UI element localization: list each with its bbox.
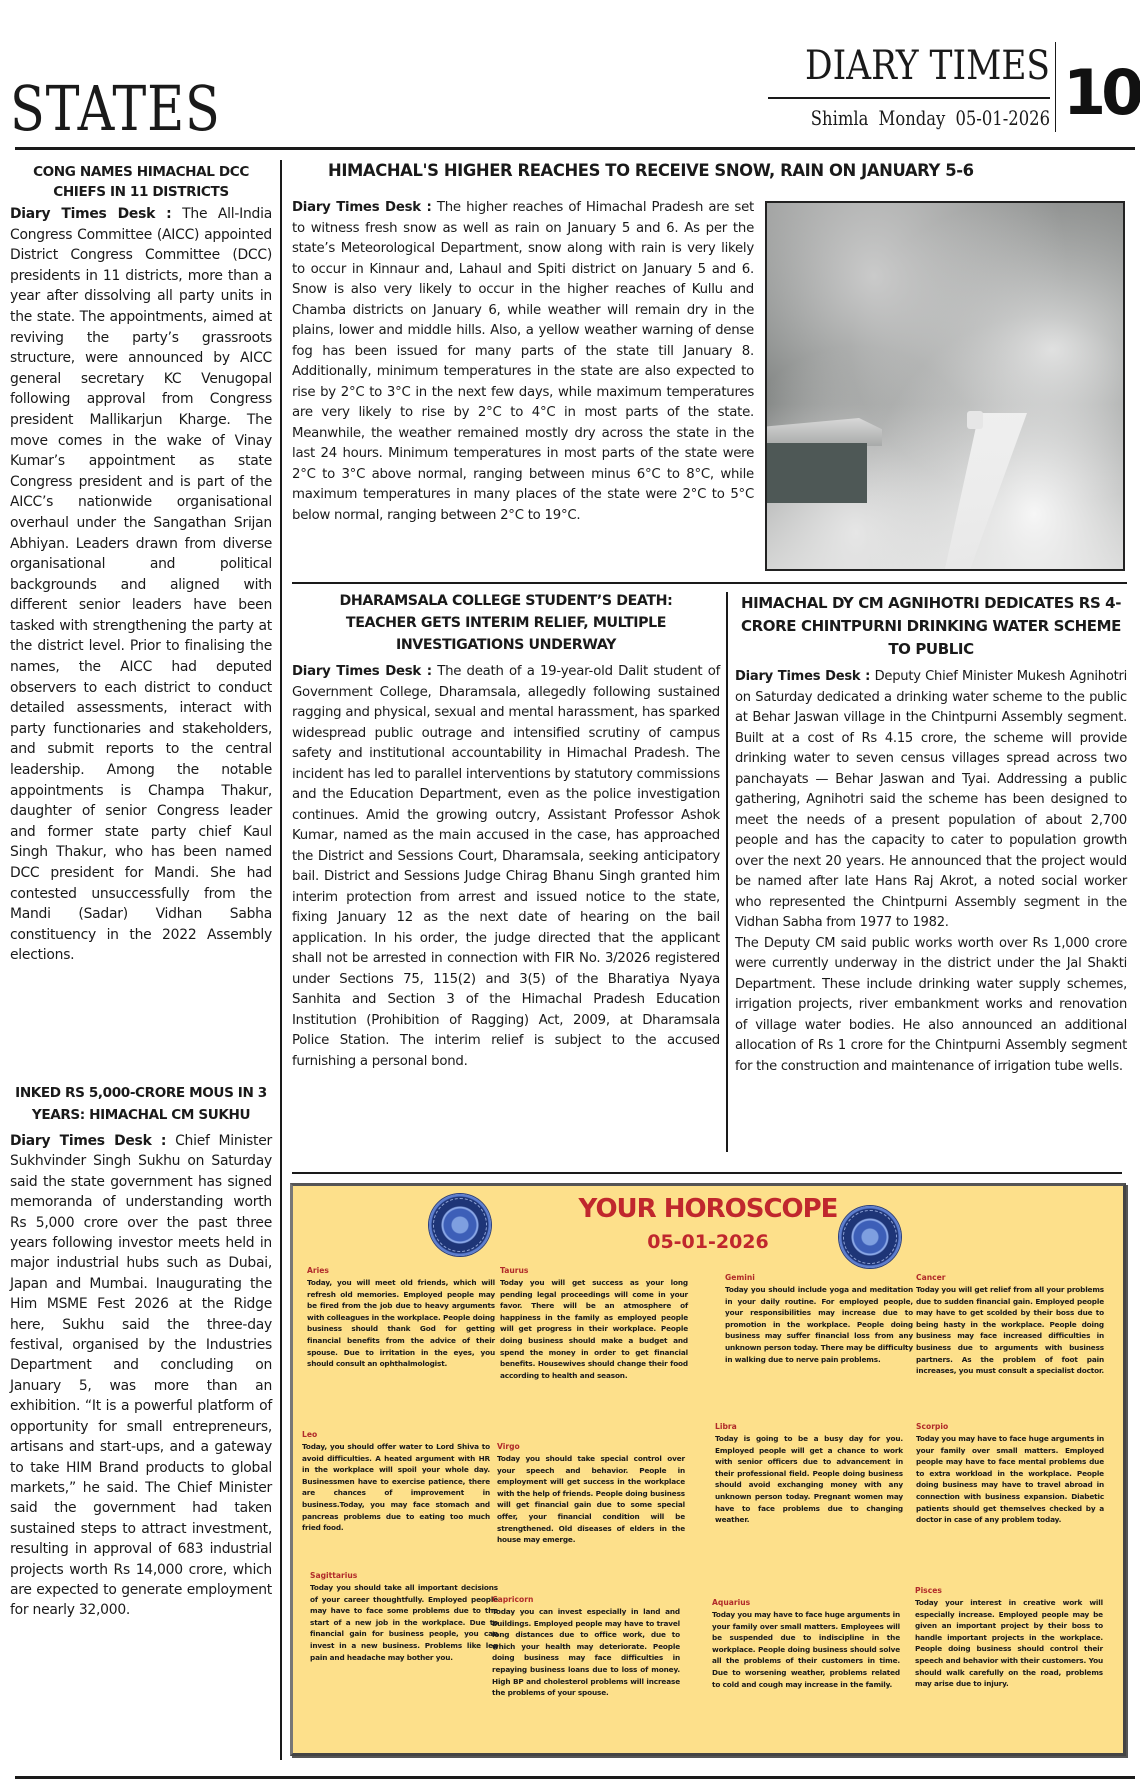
- article-headline: HIMACHAL DY CM AGNIHOTRI DEDICATES RS 4-CRORE CHINTPURNI DRINKING WATER SCHEME TO PUBLIC: [740, 594, 1122, 658]
- section-rule-lower: [292, 1172, 1122, 1174]
- photo-path-shape: [907, 413, 1027, 571]
- horoscope-sign-capricorn: [492, 1595, 680, 1699]
- article-headline: INKED RS 5,000-CRORE MOUS IN 3 YEARS: HIMACHAL CM SUKHU: [15, 1085, 267, 1123]
- article-text: The All-India Congress Committee (AICC) appointed District Congress Committee (DCC) presidents in 11 districts, more than a year after dissolving all party units in the state. The appointments, aimed at reviving the party’s grassroots structure, were announced by AICC general secretary KC Venugopal following approval from Congress president Mallikarjun Kharge. The move comes in the wake of Vinay Kumar’s appointment as state Congress president and is part of the AICC’s nationwide organisational overhaul under the Sangathan Srijan Abhiyan. Leaders drawn from diverse organisational and political backgrounds and aligned with different senior leaders have been tasked with strengthening the party at the district level. Prior to finalising the names, the AICC had deputed observers to each district to conduct detailed assessments, interact with party functionaries and stakeholders, and submit reports to the central leadership. Among the notable appointments is Champa Thakur, daughter of senior Congress leader and former state party chief Kaul Singh Thakur, who has been named DCC president for Mandi. She had contested unsuccessfully from the Mandi (Sadar) Vidhan Sabha constituency in the 2022 Assembly elections.: [10, 206, 272, 964]
- sign-name: Cancer: [916, 1273, 946, 1282]
- sign-name: Aquarius: [712, 1598, 751, 1607]
- article-headline: CONG NAMES HIMACHAL DCC CHIEFS IN 11 DISTRICTS: [33, 164, 249, 200]
- sign-text: Today your interest in creative work will especially increase. Employed people may be given an important project by their boss to handle important projects in the workplace. People doing business should control their speech and behavior with their customers. You should walk carefully on the road, problems may arise due to injury.: [915, 1598, 1103, 1689]
- sign-text: Today, you should offer water to Lord Shiva to avoid difficulties. A heated argument with HR in the workplace will spoil your whole day. Businessmen have to exercise patience, there are chances of improvement in business.Today, you may face stomach and pancreas problems due to eating too much fried food.: [302, 1442, 490, 1533]
- article-body: [735, 667, 1127, 1077]
- horoscope-sign-leo: [302, 1430, 490, 1534]
- section-rule-middle: [292, 582, 1127, 584]
- photo-roof-shape: [767, 418, 882, 446]
- article-text: The death of a 19-year-old Dalit student of Government College, Dharamsala, allegedly following sustained ragging and physical, sexual and mental harassment, has sparked widespread public outrage and intensified scrutiny of campus safety and institutional accountability in Himachal Pradesh. The incident has led to parallel interventions by statutory commissions and the Education Department, even as the police investigation continues. Amid the growing outcry, Assistant Professor Ashok Kumar, named as the main accused in the case, has approached the District and Sessions Court, Dharamsala, seeking anticipatory bail. District and Sessions Judge Chirag Bhanu Singh granted him interim protection from arrest and issued notice to the state, fixing January 12 as the next date of hearing on the bail application. In his order, the judge directed that the applicant shall not be arrested in connection with FIR No. 3/2026 registered under Sections 75, 115(2) and 3(5) of the Bharatiya Nyaya Sanhita and Section 3 of the Himachal Pradesh Education Institution (Prohibition of Ragging) Act, 2009, at Dharamsala Police Station. The interim relief is subject to the accused furnishing a personal bond.: [292, 664, 721, 1069]
- sign-text: Today, you will meet old friends, which will refresh old memories. Employed people may be fired from the job due to heavy arguments with colleagues in the workplace. People doing business should thank God for getting financial benefits from the advice of their spouse. Due to irritation in the eyes, you should consult an ophthalmologist.: [307, 1278, 495, 1369]
- horoscope-sign-taurus: [500, 1266, 688, 1381]
- horoscope-sign-libra: [715, 1422, 903, 1526]
- article-headline: DHARAMSALA COLLEGE STUDENT’S DEATH: TEACHER GETS INTERIM RELIEF, MULTIPLE INVESTIGATIONS UNDERWAY: [339, 593, 673, 653]
- sign-name: Sagittarius: [310, 1571, 358, 1580]
- page-number: 10: [1063, 56, 1140, 129]
- article-dateline: Diary Times Desk :: [292, 200, 432, 215]
- masthead-divider: [1055, 42, 1056, 132]
- column-divider-middle: [726, 592, 728, 1152]
- article-dharamsala-death: [292, 590, 720, 1072]
- article-text: The higher reaches of Himachal Pradesh are set to witness fresh snow as well as rain on January 5 and 6. As per the state’s Meteorological Department, snow along with rain is very likely to occur in Kinnaur and, Lahaul and Spiti district on January 5 and 6. Snow is also very likely to occur in the higher reaches of Kullu and Chamba districts on January 6, while weather will remain dry in the plains, lower and middle hills. Also, a yellow weather warning of dense fog has been issued for many parts of the state till January 8. Additionally, minimum temperatures in the state are also expected to rise by 2°C to 3°C in the next few days, while maximum temperatures are very likely to rise by 2°C to 4°C in most parts of the state. Meanwhile, the weather remained mostly dry across the state in the last 24 hours. Minimum temperatures in most parts of the state were 2°C to 3°C above normal, ranging between minus 6°C to 8°C, while maximum temperatures in many places of the state were 2°C to 5°C below normal, ranging between 2°C to 19°C.: [292, 200, 754, 523]
- sign-name: Taurus: [500, 1266, 529, 1275]
- article-body: [10, 204, 272, 966]
- photo-water-tank-shape: [967, 411, 983, 429]
- sign-text: Today you should include yoga and meditation in your daily routine. For employed people, your responsibilities may increase due to promotion in the workplace. People doing business may suffer financial loss from any unknown person today. There may be difficulty in walking due to nerve pain problems.: [725, 1285, 913, 1364]
- masthead-rule: [15, 147, 1135, 150]
- article-dateline: Diary Times Desk :: [10, 1133, 167, 1149]
- article-agnihotri-water-scheme: [735, 592, 1127, 1077]
- horoscope-sign-gemini: [725, 1273, 913, 1365]
- horoscope-sign-aquarius: [712, 1598, 900, 1690]
- sign-name: Virgo: [497, 1442, 520, 1451]
- article-dateline: Diary Times Desk :: [10, 206, 172, 222]
- horoscope-title: YOUR HOROSCOPE: [578, 1194, 838, 1224]
- article-text-paragraph-2: The Deputy CM said public works worth over Rs 1,000 crore were currently underway in the district under the Jal Shakti Department. These include drinking water supply schemes, irrigation projects, river embankment works and renovation of village water bodies. He also announced an additional allocation of Rs 1 crore for the Chintpurni Assembly segment for the construction and maintenance of irrigation tube wells.: [735, 935, 1127, 1074]
- sign-text: Today you will get relief from all your problems due to sudden financial gain. Employed people may have to get scolded by their boss due to being hasty in the workplace. People doing business may face increased difficulties in business due to arguments with business partners. As the problem of foot pain increases, you must consult a specialist doctor.: [916, 1285, 1105, 1376]
- article-body: [292, 198, 754, 526]
- horoscope-sign-aries: [307, 1266, 495, 1370]
- sign-name: Scorpio: [916, 1422, 949, 1431]
- article-mous: [10, 1082, 272, 1621]
- horoscope-box: [290, 1183, 1126, 1756]
- article-text: Deputy Chief Minister Mukesh Agnihotri on Saturday dedicated a drinking water scheme to the public at Behar Jaswan village in the Chintpurni Assembly segment. Built at a cost of Rs 4.15 crore, the scheme will provide drinking water to seven census villages spread across two panchayats — Behar Jaswan and Tyai. Addressing a public gathering, Agnihotri said the scheme has been designed to meet the needs of a present population of about 2,700 people and has the capacity to cater to population growth over the next 20 years. He announced that the project would be named after late Hans Raj Akrot, a noted social worker who represented the Chintpurni Assembly segment in the Vidhan Sabha from 1977 to 1982.: [735, 669, 1127, 930]
- article-body: [10, 1131, 272, 1621]
- sign-name: Capricorn: [492, 1595, 534, 1604]
- horoscope-sign-pisces: [915, 1586, 1103, 1690]
- horoscope-sign-virgo: [497, 1442, 685, 1546]
- sign-text: Today you may have to face huge arguments in your family over small matters. Employed people may have to face mental problems due to extra workload in the workplace. People doing business may have to travel abroad in connection with business expansion. Diabetic patients should get themselves checked by a doctor in case of any problem today.: [916, 1434, 1104, 1525]
- section-title: STATES: [10, 72, 221, 145]
- article-dcc-chiefs: [10, 162, 272, 966]
- edition-date-line: Shimla Monday 05-01-2026: [810, 106, 1050, 130]
- sign-text: Today you should take special control over your speech and behavior. People in employment will get success in the workplace with the help of friends. People doing business will get financial gain due to some special offer, your financial condition will be strengthened. Old diseases of elders in the house may emerge.: [497, 1454, 685, 1545]
- horoscope-sign-scorpio: [916, 1422, 1104, 1526]
- horoscope-sign-sagittarius: [310, 1571, 498, 1663]
- article-dateline: Diary Times Desk :: [292, 664, 432, 679]
- article-dateline: Diary Times Desk :: [735, 669, 871, 684]
- sign-text: Today you can invest especially in land and buildings. Employed people may have to travel long distances due to office work, due to which your health may deteriorate. People doing business may face difficulties in repaying business loans due to loss of money. High BP and cholesterol problems will increase the problems of your spouse.: [492, 1607, 680, 1698]
- sign-name: Libra: [715, 1422, 737, 1431]
- article-snow-forecast: [290, 160, 1130, 182]
- sign-text: Today you may have to face huge arguments in your family over small matters. Employees will be suspended due to indiscipline in the workplace. People doing business should solve all the problems of their customers in time. Due to worsening weather, problems related to cold and cough may increase in the family.: [712, 1610, 900, 1689]
- column-divider-left: [280, 160, 282, 1760]
- newspaper-name: DIARY TIMES: [805, 43, 1050, 89]
- article-headline: HIMACHAL'S HIGHER REACHES TO RECEIVE SNOW, RAIN ON JANUARY 5-6: [328, 161, 974, 180]
- footer-rule: [15, 1776, 1135, 1779]
- sign-text: Today is going to be a busy day for you. Employed people will get a chance to work with senior officers due to advancement in their professional field. People doing business should avoid exchanging money with any unknown person today. Pregnant women may have to face problems due to changing weather.: [715, 1434, 903, 1525]
- horoscope-date: 05-01-2026: [647, 1231, 769, 1253]
- sign-name: Aries: [307, 1266, 329, 1275]
- article-body: [292, 662, 720, 1072]
- sign-text: Today you should take all important decisions of your career thoughtfully. Employed people may have to face some problems due to the start of a new job in the workplace. Due to financial gain for business people, you can invest in a new business. Problems like leg pain and headache may bother you.: [310, 1583, 498, 1662]
- article-text: Chief Minister Sukhvinder Singh Sukhu on Saturday said the state government has signed memoranda of understanding worth Rs 5,000 crore over the past three years following investor meets held in major industrial hubs such as Dubai, Japan and Mumbai. Inaugurating the Him MSME Fest 2026 at the Ridge here, Sukhu said the three-day festival, organised by the Industries Department and concluding on January 5, was more than an exhibition. “It is a powerful platform of opportunity for small entrepreneurs, artisans and start-ups, and a gateway to take HIM Brand products to global markets,” he said. The Chief Minister said the government had taken sustained steps to attract investment, resulting in approval of 683 industrial projects worth Rs 14,000 crore, which are expected to generate employment for nearly 32,000.: [10, 1133, 272, 1619]
- sign-name: Gemini: [725, 1273, 755, 1282]
- sign-text: Today you will get success as your long pending legal proceedings will come in your favor. There will be an atmosphere of happiness in the family as employed people will get progress in their workplace. People doing business should make a budget and spend the money in order to get financial benefits. Housewives should change their food according to health and season.: [500, 1278, 688, 1380]
- sign-name: Pisces: [915, 1586, 942, 1595]
- masthead-underline: [768, 97, 1050, 99]
- snow-landscape-photo: [765, 201, 1125, 571]
- photo-hut-shape: [767, 443, 867, 503]
- horoscope-sign-cancer: [916, 1273, 1104, 1377]
- sign-name: Leo: [302, 1430, 318, 1439]
